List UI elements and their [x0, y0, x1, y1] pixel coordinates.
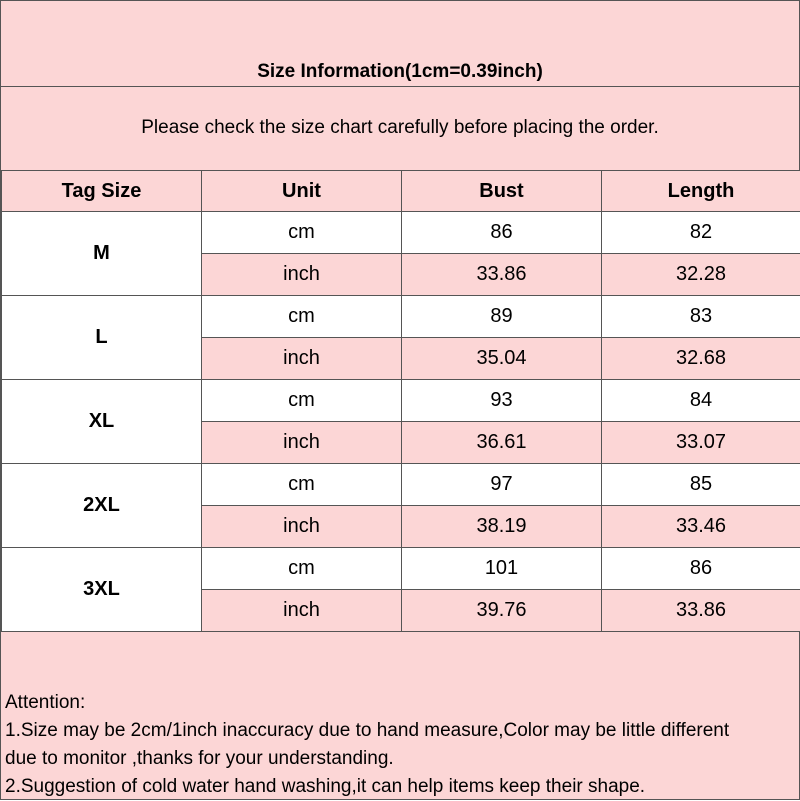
unit-cell: cm	[202, 464, 402, 506]
header-tag-size: Tag Size	[2, 171, 202, 212]
bust-cell: 36.61	[402, 422, 602, 464]
unit-cell: cm	[202, 212, 402, 254]
unit-cell: inch	[202, 590, 402, 632]
bust-cell: 93	[402, 380, 602, 422]
size-table	[1, 170, 800, 632]
bust-cell: 38.19	[402, 506, 602, 548]
unit-cell: inch	[202, 422, 402, 464]
unit-cell: cm	[202, 548, 402, 590]
table-row	[2, 212, 800, 254]
bust-cell: 89	[402, 296, 602, 338]
length-cell: 32.68	[602, 338, 800, 380]
tag-size-cell: L	[2, 296, 202, 380]
tag-size-cell: 2XL	[2, 464, 202, 548]
unit-cell: inch	[202, 506, 402, 548]
bust-cell: 35.04	[402, 338, 602, 380]
bust-cell: 39.76	[402, 590, 602, 632]
tag-size-cell: XL	[2, 380, 202, 464]
length-cell: 33.07	[602, 422, 800, 464]
attention-line: 1.Size may be 2cm/1inch inaccuracy due to hand measure,Color may be little different	[5, 717, 795, 745]
note-row	[1, 87, 799, 171]
length-cell: 32.28	[602, 254, 800, 296]
header-length: Length	[602, 171, 800, 212]
title-row	[1, 1, 799, 87]
length-cell: 33.86	[602, 590, 800, 632]
bust-cell: 86	[402, 212, 602, 254]
table-row	[2, 548, 800, 590]
bust-cell: 33.86	[402, 254, 602, 296]
attention-heading: Attention:	[5, 689, 795, 717]
attention-notes	[5, 689, 795, 801]
unit-cell: cm	[202, 380, 402, 422]
unit-cell: inch	[202, 254, 402, 296]
tag-size-cell: 3XL	[2, 548, 202, 632]
length-cell: 82	[602, 212, 800, 254]
table-header-row	[2, 171, 800, 212]
header-unit: Unit	[202, 171, 402, 212]
attention-line: 2.Suggestion of cold water hand washing,it can help items keep their shape.	[5, 773, 795, 801]
length-cell: 85	[602, 464, 800, 506]
header-bust: Bust	[402, 171, 602, 212]
tag-size-cell: M	[2, 212, 202, 296]
size-note: Please check the size chart carefully before placing the order.	[1, 117, 799, 139]
length-cell: 84	[602, 380, 800, 422]
unit-cell: cm	[202, 296, 402, 338]
table-row	[2, 380, 800, 422]
size-info-title: Size Information(1cm=0.39inch)	[1, 61, 799, 83]
table-row	[2, 464, 800, 506]
length-cell: 83	[602, 296, 800, 338]
bust-cell: 97	[402, 464, 602, 506]
attention-line: due to monitor ,thanks for your understanding.	[5, 745, 795, 773]
length-cell: 33.46	[602, 506, 800, 548]
unit-cell: inch	[202, 338, 402, 380]
length-cell: 86	[602, 548, 800, 590]
bust-cell: 101	[402, 548, 602, 590]
table-row	[2, 296, 800, 338]
